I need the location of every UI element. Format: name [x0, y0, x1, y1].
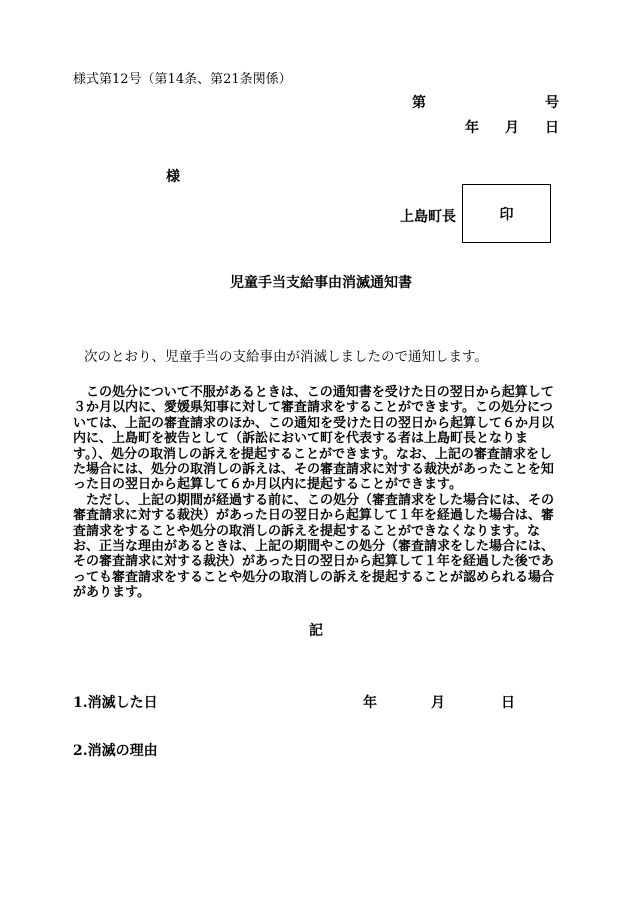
appeal-paragraph-1: この処分について不服があるときは、この通知書を受けた日の翌日から起算して３か月以内に、愛媛県知事に対して審査請求をすることができます。この処分については、上記の審査請求のほか、この通知を受けた日の翌日から起算して６か月以内に、上島町を被告として（訴訟において町を代表する者は上島町長となります。）、処分の取消しの訴えを提起することができます。なお、上記の審査請求をした場合には、処分の取消しの訴えは、その審査請求に対する裁決があったことを知った日の翌日から起算して６か月以内に提起することができます。: [73, 385, 555, 493]
recipient-honorific: 様: [166, 169, 180, 185]
item-extinction-date: [363, 692, 515, 712]
issuer-name: 上島町長: [400, 209, 456, 225]
extinction-year: 年: [363, 695, 377, 711]
extinction-month: 月: [431, 695, 445, 711]
issue-date-day: 日: [545, 120, 559, 136]
document-title: 児童手当支給事由消滅通知書: [230, 275, 412, 291]
intro-text: 次のとおり、児童手当の支給事由が消滅しましたので通知します。: [84, 349, 488, 365]
appeal-notice: [73, 385, 563, 601]
seal-label: 印: [499, 206, 514, 223]
document-number-prefix: 第: [412, 95, 426, 111]
item-extinction-date-label: 1.消滅した日: [73, 695, 158, 711]
document-number-suffix: 号: [545, 95, 559, 111]
issue-date-month: 月: [505, 120, 519, 136]
extinction-day: 日: [501, 695, 515, 711]
item-extinction-reason-label: 2.消滅の理由: [73, 743, 158, 759]
form-reference: 様式第12号（第14条、第21条関係）: [73, 72, 292, 87]
seal-box: [462, 184, 551, 243]
issue-date: [465, 117, 559, 137]
issue-date-year: 年: [465, 120, 479, 136]
ki-heading: 記: [309, 623, 323, 639]
appeal-paragraph-2: ただし、上記の期間が経過する前に、この処分（審査請求をした場合には、その審査請求に対する裁決）があった日の翌日から起算して１年を経過した場合は、審査請求をすることや処分の取消しの訴えを提起することができなくなります。なお、正当な理由があるときは、上記の期間やこの処分（審査請求をした場合には、その審査請求に対する裁決）があった日の翌日から起算して１年を経過した後であっても審査請求をすることや処分の取消しの訴えを提起することが認められる場合があります。: [73, 492, 555, 601]
